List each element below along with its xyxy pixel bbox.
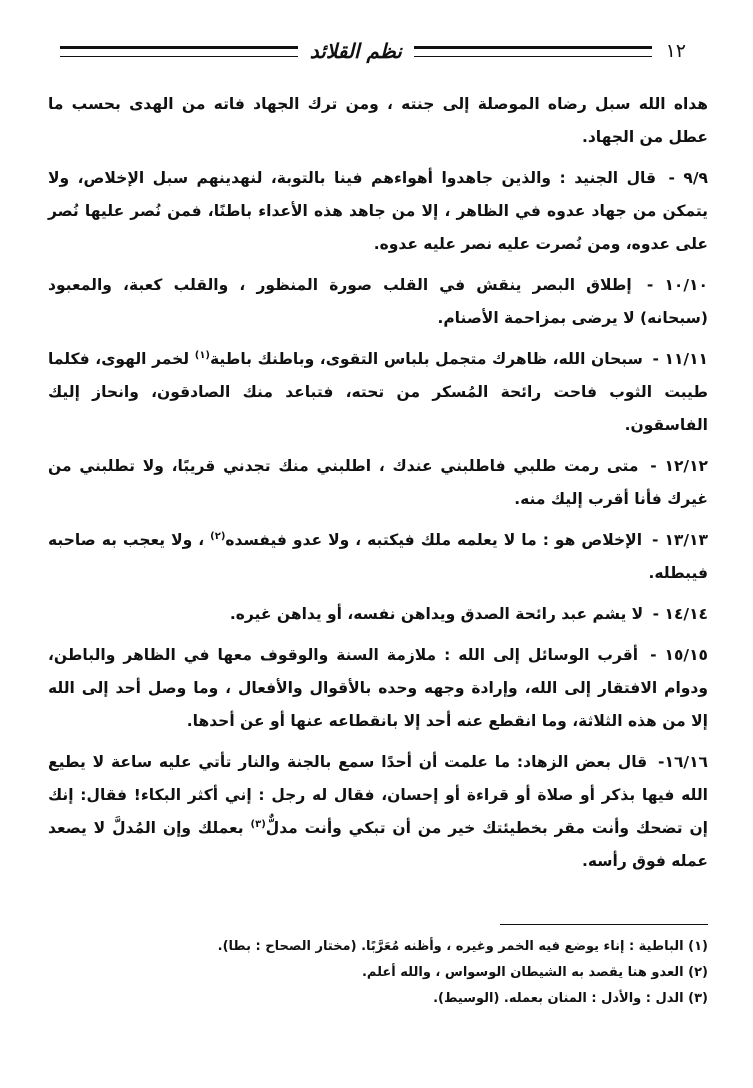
paragraph-text: قال الجنيد : والذين جاهدوا أهواءهم فينا بالتوبة، لنهدينهم سبل الإخلاص، ولا يتمكن من جهاد عدوه في الظاهر ، إلا من جاهد هذه الأعداء باطنًا، فمن نُصر عليها نُصر على عدوه، ومن نُصرت عليه نصر عليه عدوه. [48,169,708,253]
running-title: نظم القلائد [309,39,402,63]
paragraph-text-continued: لخمر الهوى، فكلما طيبت الثوب فاحت رائحة المُسكر من تحته، فتباعد منك الصادقون، وانحاز إليك الفاسقون. [48,350,708,434]
paragraph-text: سبحان الله، ظاهرك متجمل بلباس التقوى، وباطنك باطية [210,350,643,368]
paragraph-text: إطلاق البصر ينقش في القلب صورة المنظور ، والقلب كعبة، والمعبود (سبحانه) لا يرضى بمزاحمة الأصنام. [48,276,708,327]
saying-number: ١٦/١٦- [658,753,708,771]
saying-number: ١١/١١ - [652,350,708,368]
running-header [60,30,700,72]
footnotes [48,934,708,1012]
footnote-marker[interactable]: (٢) [210,530,226,542]
main-text [48,88,708,886]
paragraph [48,598,708,631]
paragraph [48,269,708,335]
paragraph-text: قال بعض الزهاد: ما علمت أن أحدًا سمع بالجنة والنار تأتي عليه ساعة لا يطيع الله فيها بذكر أو صلاة أو قراءة أو إحسان، فقال له رجل : إني أكثر البكاء! فقال: إنك إن تضحك وأنت مقر بخطيئتك خير من أن تبكي وأنت مدلٌّ [48,753,708,837]
paragraph [48,524,708,590]
paragraph-text-continued: ، ولا يعجب به صاحبه فيبطله. [48,531,708,582]
footnote-marker[interactable]: (٣) [250,818,266,830]
paragraph [48,450,708,516]
paragraph-text: هداه الله سبل رضاه الموصلة إلى جنته ، ومن ترك الجهاد فاته من الهدى بحسب ما عطل من الجهاد. [48,95,708,146]
saying-number: ١٠/١٠ - [646,276,708,294]
header-rule-right [414,46,652,57]
saying-number: ١٣/١٣ - [652,531,708,549]
footnote: (١) الباطية : إناء يوضع فيه الخمر وغيره ، وأظنه مُعَرَّبًا. (مختار الصحاح : بطا). [217,939,708,954]
paragraph-text: متى رمت طلبي فاطلبني عندك ، اطلبني منك تجدني قريبًا، ولا تطلبني من غيرك فأنا أقرب إليك منه. [48,457,708,508]
page-number: ١٢ [665,40,686,62]
saying-number: ١٥/١٥ - [650,646,708,664]
paragraph-text: لا يشم عبد رائحة الصدق ويداهن نفسه، أو يداهن غيره. [229,605,644,623]
footnote: (٣) الدل : والأدل : المنان بعمله. (الوسيط). [433,991,708,1006]
paragraph-text-continued: بعملك وإن المُدلَّ لا يصعد عمله فوق رأسه. [48,819,708,870]
paragraph [48,639,708,738]
header-rule-left [60,46,298,57]
paragraph [48,343,708,442]
paragraph [48,88,708,154]
paragraph [48,746,708,878]
paragraph [48,162,708,261]
saying-number: ١٢/١٢ - [650,457,708,475]
paragraph-text: أقرب الوسائل إلى الله : ملازمة السنة والوقوف معها في الظاهر والباطن، ودوام الافتقار إلى الله، وإرادة وجهه وحده بالأقوال والأفعال ، وما وصل أحد إلى الله إلا من هذه الثلاثة، وما انقطع عنه أحد إلا بانقطاعه عنها أو عن أحدها. [48,646,708,730]
footnote-marker[interactable]: (١) [194,349,210,361]
saying-number: ٩/٩ - [668,169,708,187]
saying-number: ١٤/١٤ - [652,605,708,623]
paragraph-text: الإخلاص هو : ما لا يعلمه ملك فيكتبه ، ولا عدو فيفسده [225,531,643,549]
footnote: (٢) العدو هنا يقصد به الشيطان الوسواس ، والله أعلم. [361,965,708,980]
footnote-separator [500,924,708,925]
